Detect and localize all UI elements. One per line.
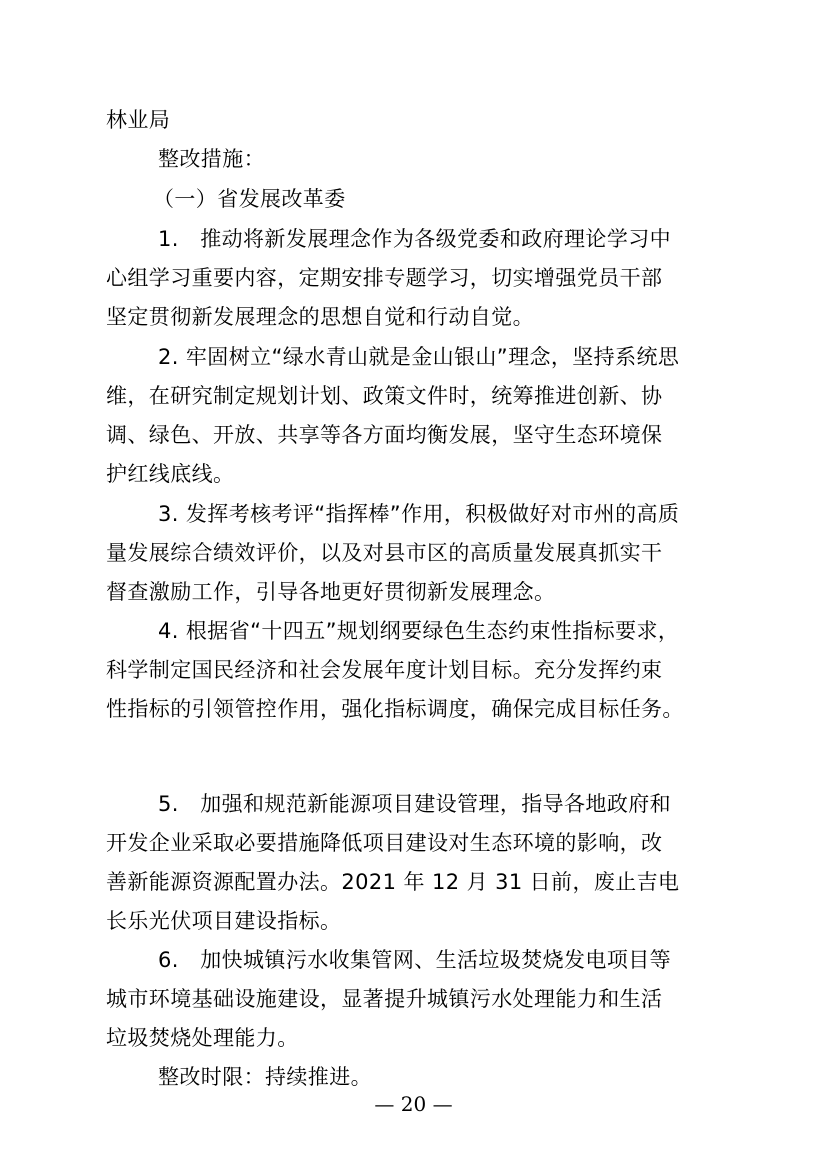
text-line: 坚定贯彻新发展理念的思想自觉和行动自觉。 — [106, 305, 534, 329]
text-line: 量发展综合绩效评价，以及对县市区的高质量发展真抓实干 — [106, 541, 663, 565]
text-line: 开发企业采取必要措施降低项目建设对生态环境的影响，改 — [106, 831, 663, 855]
text-line: 维，在研究制定规划计划、政策文件时，统筹推进创新、协 — [106, 384, 663, 408]
text-line: 3. 发挥考核考评“指挥棒”作用，积极做好对市州的高质 — [158, 502, 680, 526]
text-line: 调、绿色、开放、共享等各方面均衡发展，坚守生态环境保 — [106, 423, 663, 447]
text-line: 林业局 — [106, 108, 171, 132]
text-line: 长乐光伏项目建设指标。 — [106, 909, 342, 933]
text-line: 城市环境基础设施建设，显著提升城镇污水处理能力和生活 — [106, 987, 663, 1011]
text-line: 整改时限：持续推进。 — [158, 1065, 372, 1089]
text-line: 5. 加强和规范新能源项目建设管理，指导各地政府和 — [158, 792, 672, 816]
text-line: 6. 加快城镇污水收集管网、生活垃圾焚烧发电项目等 — [158, 948, 672, 972]
section-heading: （一）省发展改革委 — [153, 187, 346, 211]
page-number: — 20 — — [374, 1092, 453, 1116]
text-line: 善新能源资源配置办法。2021 年 12 月 31 日前，废止吉电 — [106, 870, 680, 894]
text-line: 科学制定国民经济和社会发展年度计划目标。充分发挥约束 — [106, 658, 663, 682]
text-line: 4. 根据省“十四五”规划纲要绿色生态约束性指标要求， — [158, 619, 680, 643]
text-line: 心组学习重要内容，定期安排专题学习，切实增强党员干部 — [106, 266, 663, 290]
text-line: 性指标的引领管控作用，强化指标调度，确保完成目标任务。 — [106, 697, 684, 721]
text-line: 护红线底线。 — [106, 462, 235, 486]
text-line: 整改措施： — [158, 147, 265, 171]
text-line: 2. 牢固树立“绿水青山就是金山银山”理念，坚持系统思 — [158, 345, 680, 369]
text-line: 垃圾焚烧处理能力。 — [106, 1026, 299, 1050]
text-line: 督查激励工作，引导各地更好贯彻新发展理念。 — [106, 580, 556, 604]
text-line: 1. 推动将新发展理念作为各级党委和政府理论学习中 — [158, 227, 672, 251]
